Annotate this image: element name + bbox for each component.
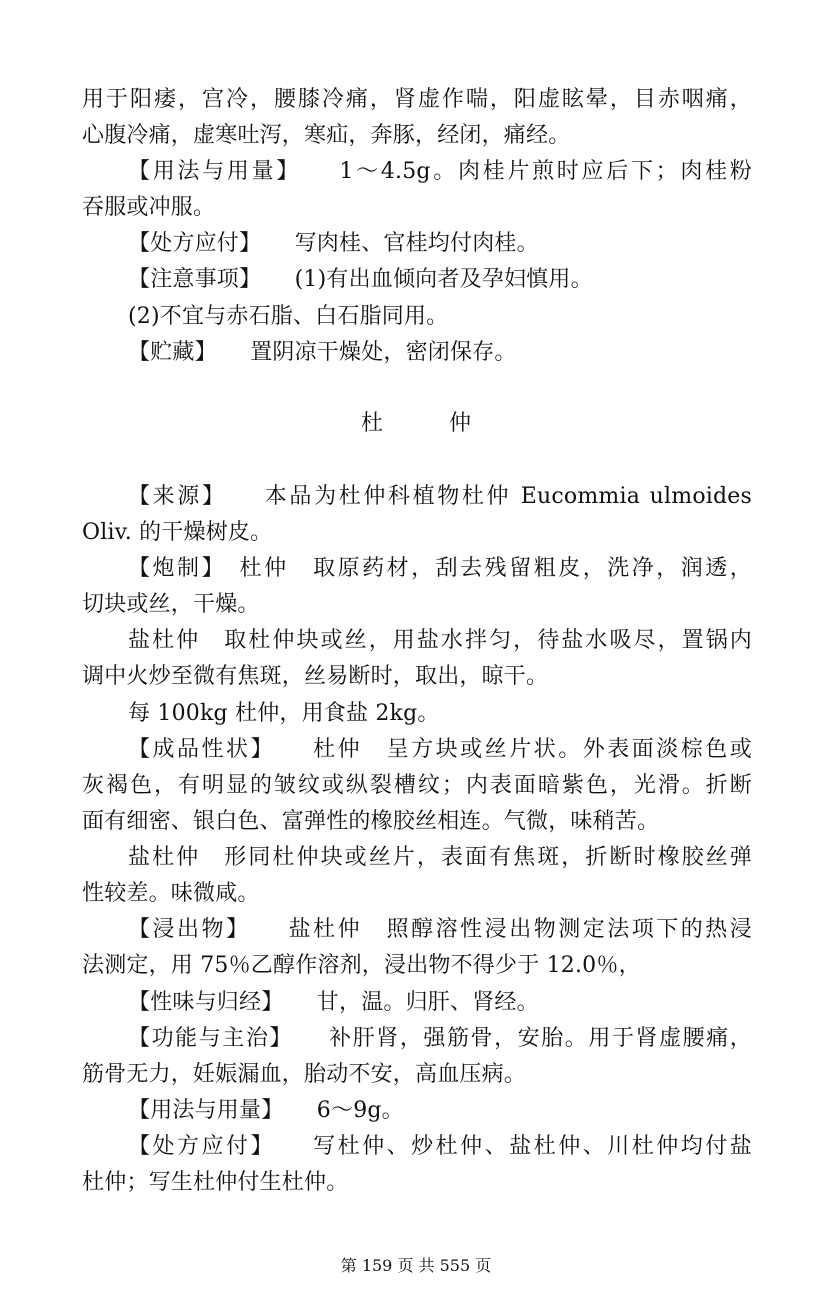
text-line: 【处方应付】 写肉桂、官桂均付肉桂。 xyxy=(128,231,539,256)
text-line: 切块或丝，干燥。 xyxy=(82,592,260,617)
text-line: 【处方应付】 写杜仲、炒杜仲、盐杜仲、川杜仲均付盐 xyxy=(128,1134,752,1159)
text-line: 每 100kg 杜仲，用食盐 2kg。 xyxy=(128,701,440,726)
text-line: 杜仲；写生杜仲付生杜仲。 xyxy=(82,1170,349,1195)
text-line: 用于阳痿，宫冷，腰膝冷痛，肾虚作喘，阳虚眩晕，目赤咽痛， xyxy=(82,87,752,112)
text-line: 吞服或冲服。 xyxy=(82,195,216,220)
text-line: 【用法与用量】 1～4.5g。肉桂片煎时应后下；肉桂粉 xyxy=(128,159,752,184)
text-line: 性较差。味微咸。 xyxy=(82,881,260,906)
text-line: 【成品性状】 杜仲 呈方块或丝片状。外表面淡棕色或 xyxy=(128,737,752,762)
text-line: 【功能与主治】 补肝肾，强筋骨，安胎。用于肾虚腰痛， xyxy=(128,1026,752,1051)
text-line: 【浸出物】 盐杜仲 照醇溶性浸出物测定法项下的热浸 xyxy=(128,917,752,942)
text-line: 【注意事项】 (1)有出血倾向者及孕妇慎用。 xyxy=(128,267,593,292)
text-line: 灰褐色，有明显的皱纹或纵裂槽纹；内表面暗紫色，光滑。折断 xyxy=(82,773,752,798)
text-line: 【用法与用量】 6～9g。 xyxy=(128,1098,404,1123)
text-line: 盐杜仲 取杜仲块或丝，用盐水拌匀，待盐水吸尽，置锅内 xyxy=(128,628,752,653)
text-line: Oliv. 的干燥树皮。 xyxy=(82,520,273,545)
text-line: 心腹冷痛，虚寒吐泻，寒疝，奔豚，经闭，痛经。 xyxy=(82,123,571,148)
section-title: 杜 仲 xyxy=(360,411,471,436)
text-line: 【来源】 本品为杜仲科植物杜仲 Eucommia ulmoides xyxy=(128,484,752,509)
text-line: 面有细密、银白色、富弹性的橡胶丝相连。气微，味稍苦。 xyxy=(82,809,660,834)
text-line: 筋骨无力，妊娠漏血，胎动不安，高血压病。 xyxy=(82,1062,527,1087)
text-line: (2)不宜与赤石脂、白石脂同用。 xyxy=(128,304,449,329)
text-line: 调中火炒至微有焦斑，丝易断时，取出，晾干。 xyxy=(82,664,549,689)
text-line: 法测定，用 75％乙醇作溶剂，浸出物不得少于 12.0％， xyxy=(82,953,641,978)
text-line: 【炮制】 杜仲 取原药材，刮去残留粗皮，洗净，润透， xyxy=(128,556,752,581)
text-line: 【贮藏】 置阴凉干燥处，密闭保存。 xyxy=(128,340,517,365)
text-line: 【性味与归经】 甘，温。归肝、肾经。 xyxy=(128,990,539,1015)
text-line: 盐杜仲 形同杜仲块或丝片，表面有焦斑，折断时橡胶丝弹 xyxy=(128,845,752,870)
page-footer: 第 159 页 共 555 页 xyxy=(340,1256,492,1275)
